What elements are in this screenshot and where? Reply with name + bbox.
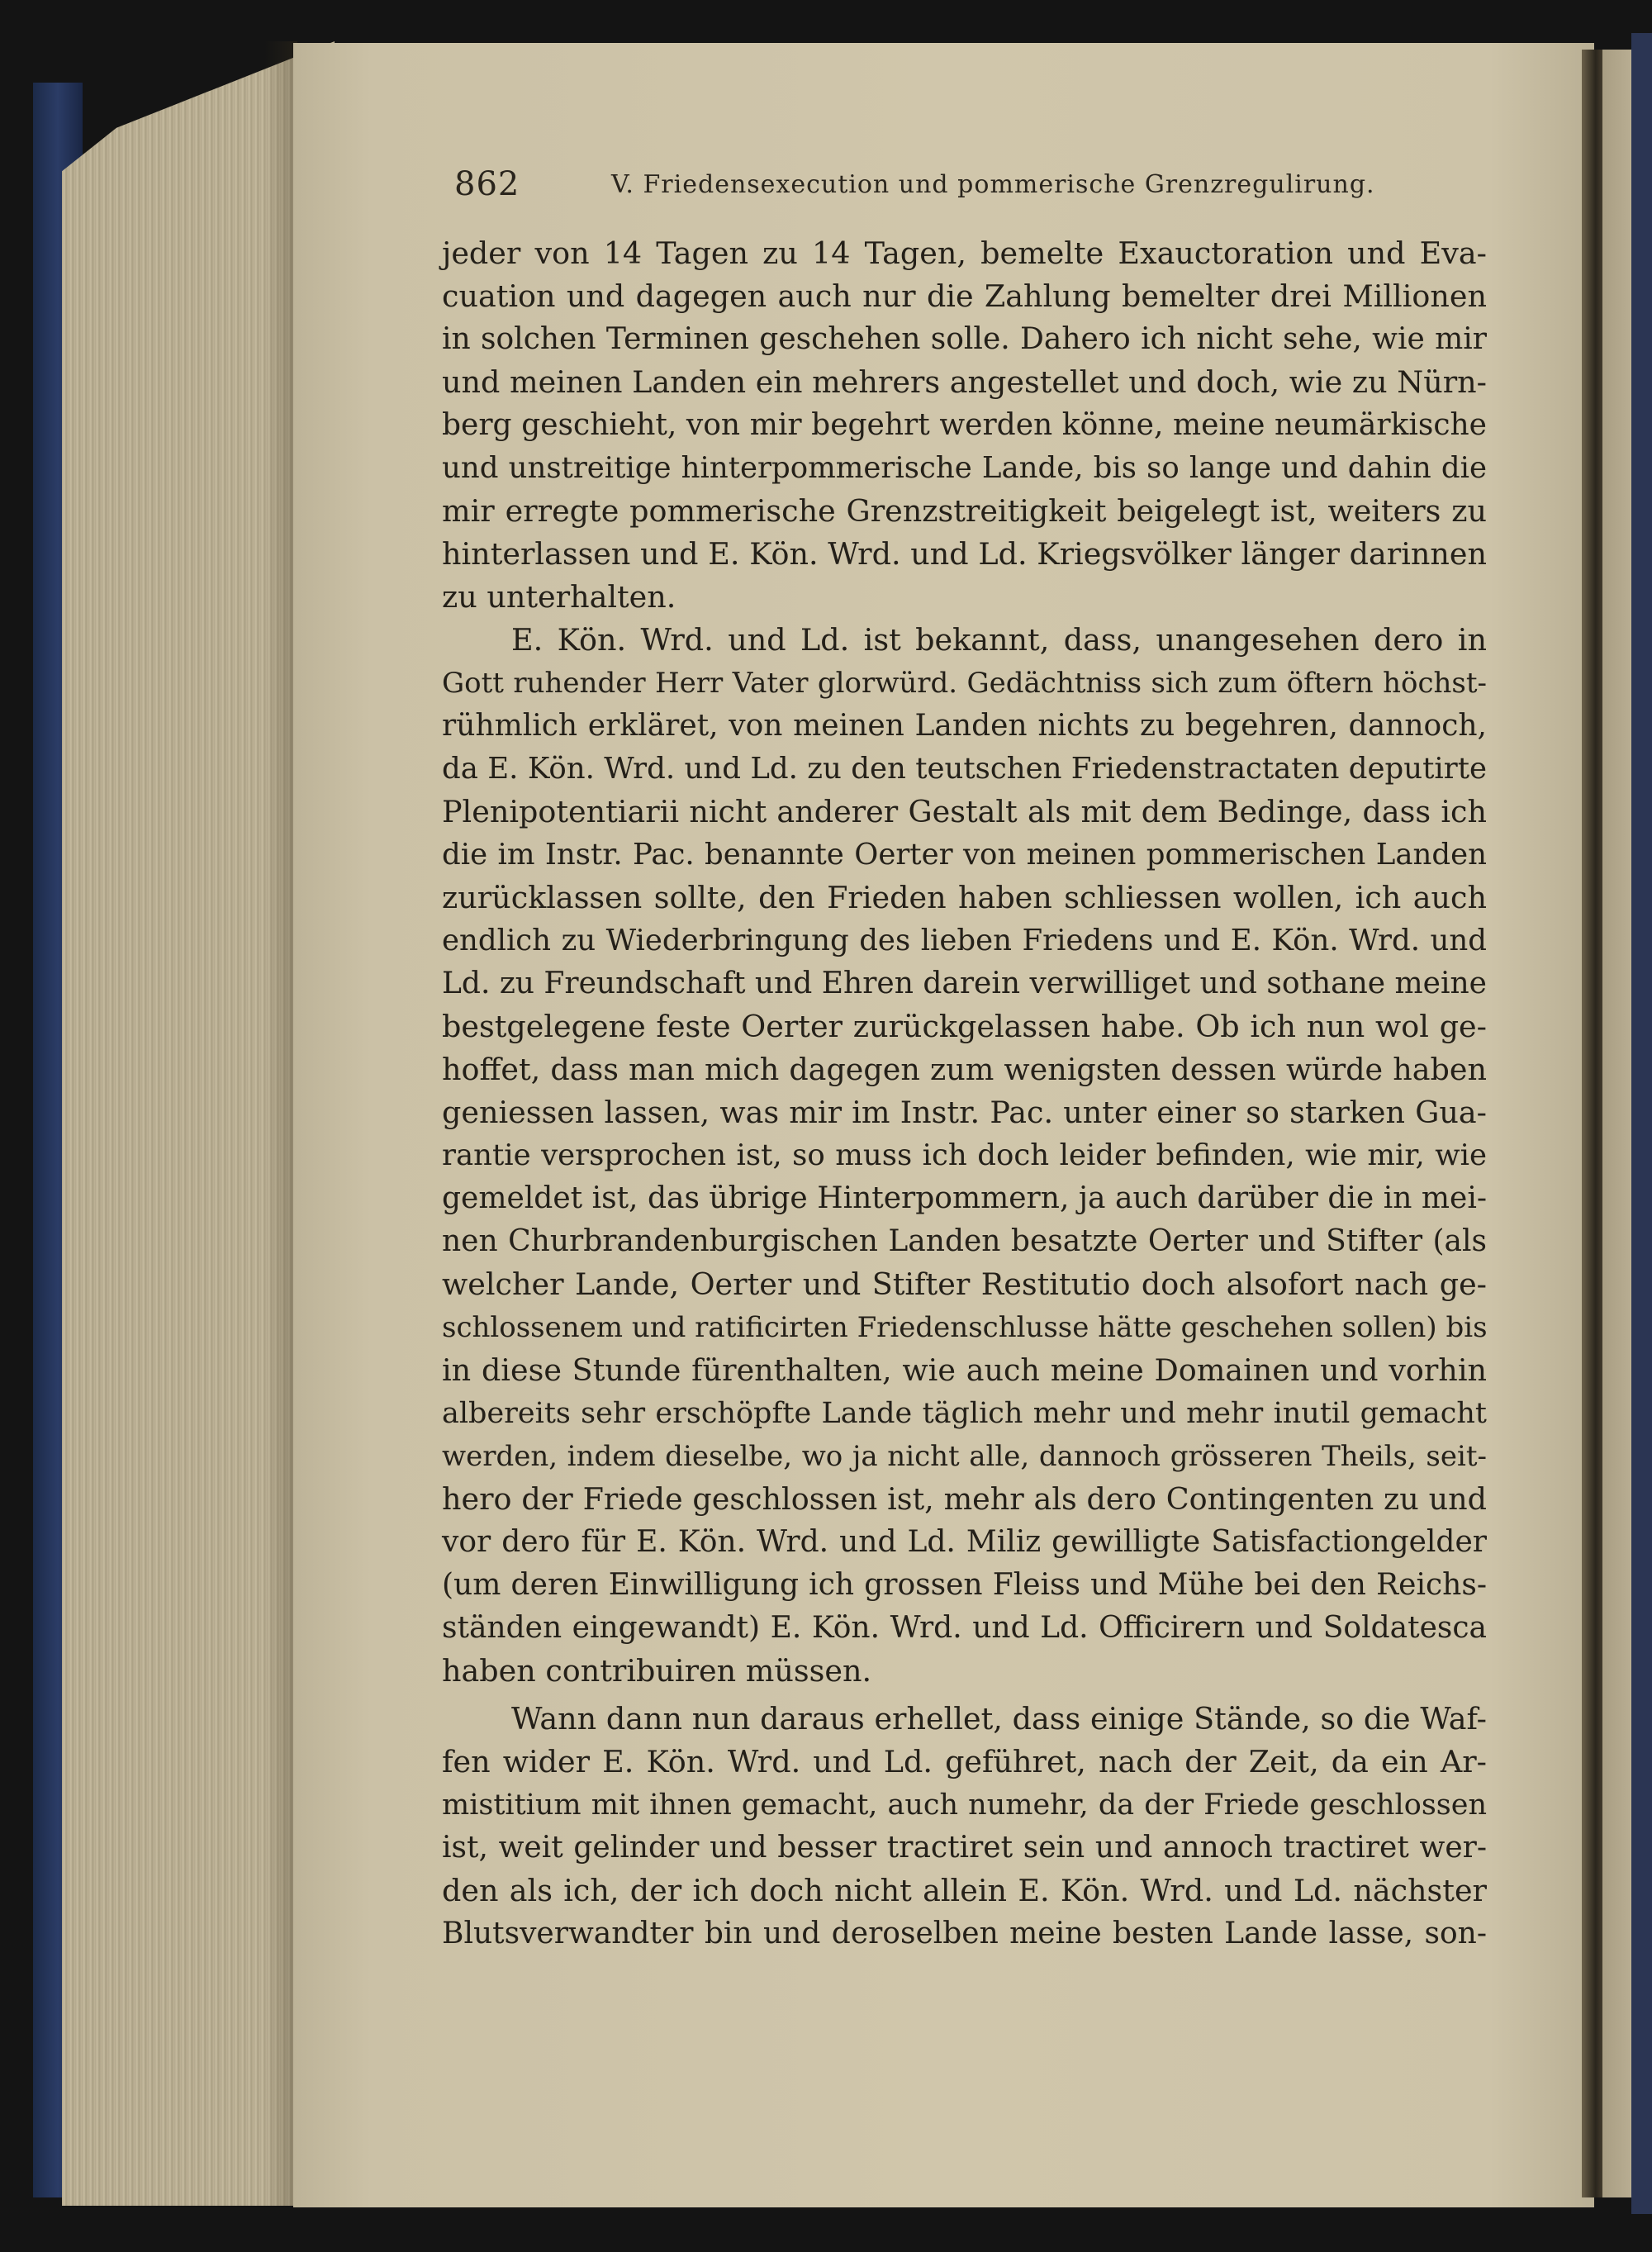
text-line: zurücklassen sollte, den Frieden haben schliessen wollen, ich auch	[442, 880, 1487, 915]
text-line: da E. Kön. Wrd. und Ld. zu den teutschen Friedenstractaten deputirte	[442, 752, 1487, 786]
text-line: geniessen lassen, was mir im Instr. Pac. unter einer so starken Gua-	[442, 1095, 1487, 1130]
text-line: mir erregte pommerische Grenzstreitigkeit beigelegt ist, weiters zu	[442, 493, 1487, 529]
text-line: und meinen Landen ein mehrers angestellet und doch, wie zu Nürn-	[442, 364, 1487, 400]
text-line: (um deren Einwilligung ich grossen Fleiss und Mühe bei den Reichs-	[442, 1568, 1487, 1602]
book-cover-edge-right	[1631, 33, 1652, 2214]
text-line: zu unterhalten.	[442, 579, 676, 615]
text-line: welcher Lande, Oerter und Stifter Restitutio doch alsofort nach ge-	[442, 1266, 1487, 1302]
text-line: berg geschieht, von mir begehrt werden könne, meine neumärkische	[442, 408, 1487, 442]
text-line: hoffet, dass man mich dagegen zum wenigsten dessen würde haben	[442, 1052, 1487, 1087]
running-head-title: V. Friedensexecution und pommerische Grenzregulirung.	[611, 170, 1375, 199]
text-line: rühmlich erkläret, von meinen Landen nichts zu begehren, dannoch,	[442, 709, 1487, 743]
text-line: mistitium mit ihnen gemacht, auch numehr, da der Friede geschlossen	[442, 1789, 1487, 1822]
text-line: bestgelegene feste Oerter zurückgelassen habe. Ob ich nun wol ge-	[442, 1009, 1487, 1044]
text-line: rantie versprochen ist, so muss ich doch leider befinden, wie mir, wie	[442, 1138, 1487, 1172]
text-line: Blutsverwandter bin und deroselben meine besten Lande lasse, son-	[442, 1917, 1487, 1950]
text-line: den als ich, der ich doch nicht allein E. Kön. Wrd. und Ld. nächster	[442, 1873, 1487, 1908]
page-block-shadow	[264, 41, 297, 2206]
text-line: schlossenem und ratificirten Friedenschlusse hätte geschehen sollen) bis	[442, 1311, 1488, 1344]
text-line: Plenipotentiarii nicht anderer Gestalt als mit dem Bedinge, dass ich	[442, 794, 1487, 829]
text-line: albereits sehr erschöpfte Lande täglich mehr und mehr inutil gemacht	[442, 1397, 1487, 1430]
text-line: endlich zu Wiederbringung des lieben Friedens und E. Kön. Wrd. und	[442, 924, 1487, 957]
running-head	[454, 165, 1375, 215]
book-gutter	[1582, 50, 1605, 2197]
text-line: hero der Friede geschlossen ist, mehr als dero Contingenten zu und	[442, 1481, 1487, 1517]
text-line: haben contribuiren müssen.	[442, 1653, 872, 1689]
text-line: vor dero für E. Kön. Wrd. und Ld. Miliz gewilligte Satisfactiongelder	[442, 1525, 1487, 1559]
text-line: gemeldet ist, das übrige Hinterpommern, ja auch darüber die in mei-	[442, 1181, 1487, 1215]
text-line: Wann dann nun daraus erhellet, dass einige Stände, so die Waf-	[511, 1701, 1487, 1737]
text-line: hinterlassen und E. Kön. Wrd. und Ld. Kriegsvölker länger darinnen	[442, 536, 1487, 572]
text-line: und unstreitige hinterpommerische Lande, bis so lange und dahin die	[442, 451, 1487, 485]
text-line: E. Kön. Wrd. und Ld. ist bekannt, dass, unangesehen dero in	[511, 622, 1487, 658]
text-line: Gott ruhender Herr Vater glorwürd. Gedächtniss sich zum öftern höchst-	[442, 667, 1487, 700]
text-line: ist, weit gelinder und besser tractiret sein und annoch tractiret wer-	[442, 1831, 1487, 1865]
page-number: 862	[454, 165, 520, 203]
text-line: werden, indem dieselbe, wo ja nicht alle, dannoch grösseren Theils, seit-	[442, 1440, 1487, 1473]
text-line: cuation und dagegen auch nur die Zahlung bemelter drei Millionen	[442, 278, 1487, 314]
text-line: die im Instr. Pac. benannte Oerter von meinen pommerischen Landen	[442, 838, 1487, 872]
text-line: Ld. zu Freundschaft und Ehren darein verwilliget und sothane meine	[442, 967, 1487, 1000]
text-line: fen wider E. Kön. Wrd. und Ld. geführet, nach der Zeit, da ein Ar-	[442, 1744, 1487, 1779]
text-line: in solchen Terminen geschehen solle. Dahero ich nicht sehe, wie mir	[442, 322, 1487, 356]
text-line: ständen eingewandt) E. Kön. Wrd. und Ld. Officirern und Soldatesca	[442, 1611, 1487, 1645]
text-line: nen Churbrandenburgischen Landen besatzte Oerter und Stifter (als	[442, 1224, 1487, 1258]
text-line: jeder von 14 Tagen zu 14 Tagen, bemelte Exauctoration und Eva-	[442, 235, 1487, 271]
text-line: in diese Stunde fürenthalten, wie auch meine Domainen und vorhin	[442, 1352, 1487, 1388]
